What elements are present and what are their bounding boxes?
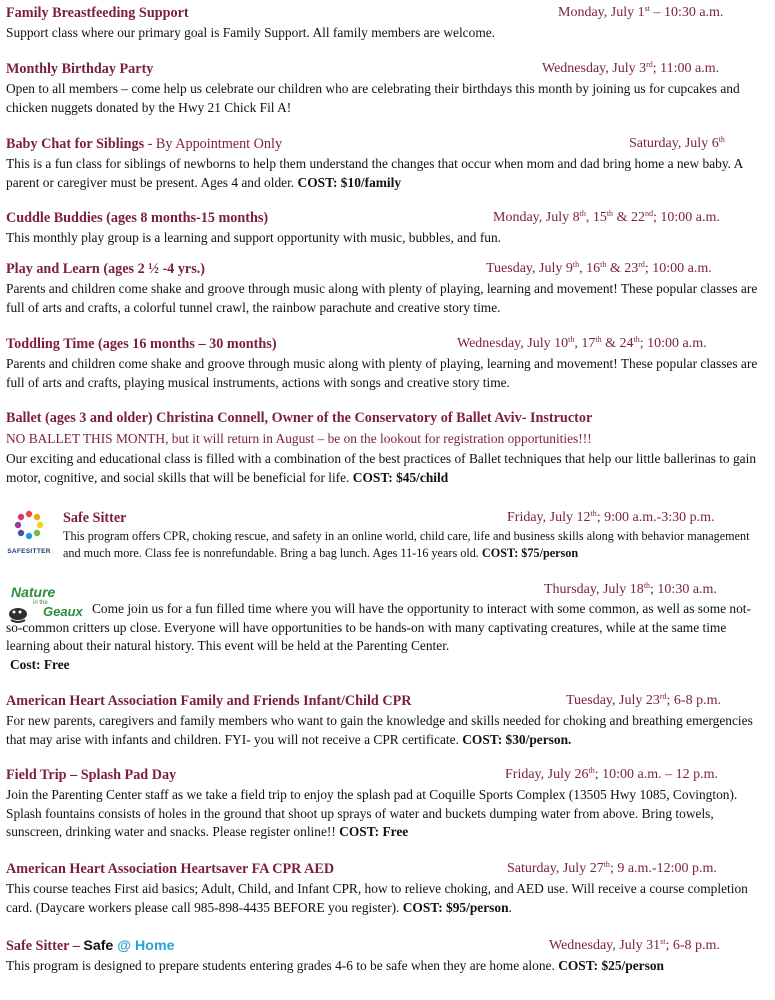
event-title: American Heart Association Family and Friends Infant/Child CPR — [6, 693, 412, 709]
event-date: Saturday, July 6th — [629, 135, 725, 151]
event-title: Toddling Time (ages 16 months – 30 months) — [6, 336, 277, 352]
event-description: This course teaches First aid basics; Adult, Child, and Infant CPR, how to relieve choking, and AED use. Will receive a course completion card. (Daycare workers please call 985-898-4435 BEFORE you register). COST: $95/person. — [6, 881, 748, 915]
event-date: Wednesday, July 10th, 17th & 24th; 10:00 a.m. — [457, 335, 707, 351]
event-family-breastfeeding — [6, 5, 761, 43]
event-description: This program offers CPR, choking rescue, and safety in an online world, child care, life and business skills along with behavior management and much more. Class fee is nonrefundable. Bring a bag lunch. Ages 11-16 years old. COST: $75/person — [63, 529, 750, 560]
event-cost: COST: $75/person — [481, 546, 579, 560]
event-title: Family Breastfeeding Support — [6, 5, 189, 21]
event-description: Support class where our primary goal is Family Support. All family members are welcome. — [6, 25, 496, 40]
event-field-trip-splash-pad — [6, 767, 761, 842]
event-date: Friday, July 12th; 9:00 a.m.-3:30 p.m. — [507, 509, 715, 525]
event-safe-at-home — [6, 938, 761, 976]
nature-logo-line1: Nature — [11, 584, 56, 600]
event-nature-in-the-geaux — [6, 582, 761, 674]
event-description: This program is designed to prepare students entering grades 4-6 to be safe when they are home alone. COST: $25/person — [6, 958, 664, 973]
event-cost: Cost: Free — [10, 656, 70, 672]
nature-logo-line3: Geaux — [43, 604, 83, 619]
safe-sitter-logo — [5, 508, 53, 554]
event-aha-infant-child-cpr — [6, 693, 761, 749]
event-monthly-birthday — [6, 61, 761, 117]
event-date: Thursday, July 18th; 10:30 a.m. — [544, 581, 717, 597]
event-description: Parents and children come shake and groove through music along with plenty of playing, learning and movement! These popular classes are full of arts and crafts, a colorful tunnel crawl, the rainbow parachute and creative story time. — [6, 281, 758, 315]
event-title: Baby Chat for Siblings - By Appointment Only — [6, 136, 283, 152]
event-notice: NO BALLET THIS MONTH, but it will return in August – be on the lookout for registration opportunities!!! — [6, 431, 592, 446]
event-title: Safe Sitter – Safe @ Home — [6, 938, 175, 954]
event-title: Play and Learn (ages 2 ½ -4 yrs.) — [6, 261, 206, 277]
safe-sitter-logo-icon — [5, 508, 53, 544]
event-ballet — [6, 410, 761, 487]
event-title: Monthly Birthday Party — [6, 61, 154, 77]
event-description: Open to all members – come help us celebrate our children who are celebrating their birthdays this month by joining us for cupcakes and chicken nuggets donated by the Hwy 21 Chick Fil A! — [6, 81, 740, 115]
event-date: Wednesday, July 31st; 6-8 p.m. — [549, 937, 720, 953]
event-date: Tuesday, July 9th, 16th & 23rd; 10:00 a.m. — [486, 260, 712, 276]
event-aha-heartsaver — [6, 861, 761, 917]
event-title: Field Trip – Splash Pad Day — [6, 767, 177, 783]
event-description: Our exciting and educational class is filled with a combination of the best practices of Ballet techniques that help our little ballerinas to gain motor, cognitive, and social skills that will be beneficial for life. COST: $45/child — [6, 451, 757, 485]
event-title: Cuddle Buddies (ages 8 months-15 months) — [6, 210, 269, 226]
nature-logo-line2: in the — [33, 600, 48, 606]
event-toddling-time — [6, 336, 761, 392]
event-date: Tuesday, July 23rd; 6-8 p.m. — [566, 692, 721, 708]
event-cost: COST: Free — [339, 824, 409, 840]
event-date: Friday, July 26th; 10:00 a.m. – 12 p.m. — [505, 766, 718, 782]
event-cost: COST: $10/family — [297, 174, 402, 190]
event-cost: COST: $45/child — [352, 469, 449, 485]
event-cuddle-buddies — [6, 210, 761, 248]
safe-sitter-logo-text: SAFESITTER — [7, 548, 51, 555]
event-cost: COST: $95/person — [402, 899, 509, 915]
event-date: Saturday, July 27th; 9 a.m.-12:00 p.m. — [507, 860, 717, 876]
event-date: Wednesday, July 3rd; 11:00 a.m. — [542, 60, 720, 76]
event-cost: COST: $30/person. — [462, 731, 572, 747]
event-description: For new parents, caregivers and family members who want to gain the knowledge and skills needed for choking and breathing emergencies that may arise with infants and children. FYI- you will not receive a CPR certificate. COST: $30/person. — [6, 713, 753, 747]
event-date: Monday, July 8th, 15th & 22nd; 10:00 a.m. — [493, 209, 720, 225]
event-description: This is a fun class for siblings of newborns to help them understand the changes that occur when mom and dad bring home a new baby. A parent or caregiver must be present. Ages 4 and older. COST: $10/family — [6, 156, 743, 190]
event-description: This monthly play group is a learning and support opportunity with music, bubbles, and fun. — [6, 230, 502, 245]
event-description: Join the Parenting Center staff as we take a field trip to enjoy the splash pad at Coquille Sports Complex (13505 Hwy 1085, Covington). Splash fountains consists of holes in the ground that shoot up sprays of water and buckets dumping water from above. Bring towels, sunscreen, drinking water and snacks. Please register online!! COST: Free — [6, 787, 738, 840]
event-safe-sitter — [63, 510, 761, 562]
event-cost: COST: $25/person — [558, 958, 664, 973]
event-play-and-learn — [6, 261, 761, 317]
event-description: Parents and children come shake and groove through music along with plenty of playing, learning and movement! These popular classes are full of arts and crafts, playing musical instruments, actions with songs and creative story time. — [6, 356, 758, 390]
event-description: Come join us for a fun filled time where you will have the opportunity to interact with some common, as well as some not-so-common critters up close. Everyone will have opportunities to be hands-on with many captivating creatures, while at the same time learning about their natural history. This event will be held at the Parenting Center. — [6, 601, 751, 654]
event-title: American Heart Association Heartsaver FA CPR AED — [6, 861, 335, 877]
event-title: Safe Sitter — [63, 510, 127, 526]
event-baby-chat — [6, 136, 761, 192]
event-date: Monday, July 1st – 10:30 a.m. — [558, 4, 724, 20]
event-title: Ballet (ages 3 and older) Christina Connell, Owner of the Conservatory of Ballet Aviv- Instructor — [6, 410, 593, 426]
